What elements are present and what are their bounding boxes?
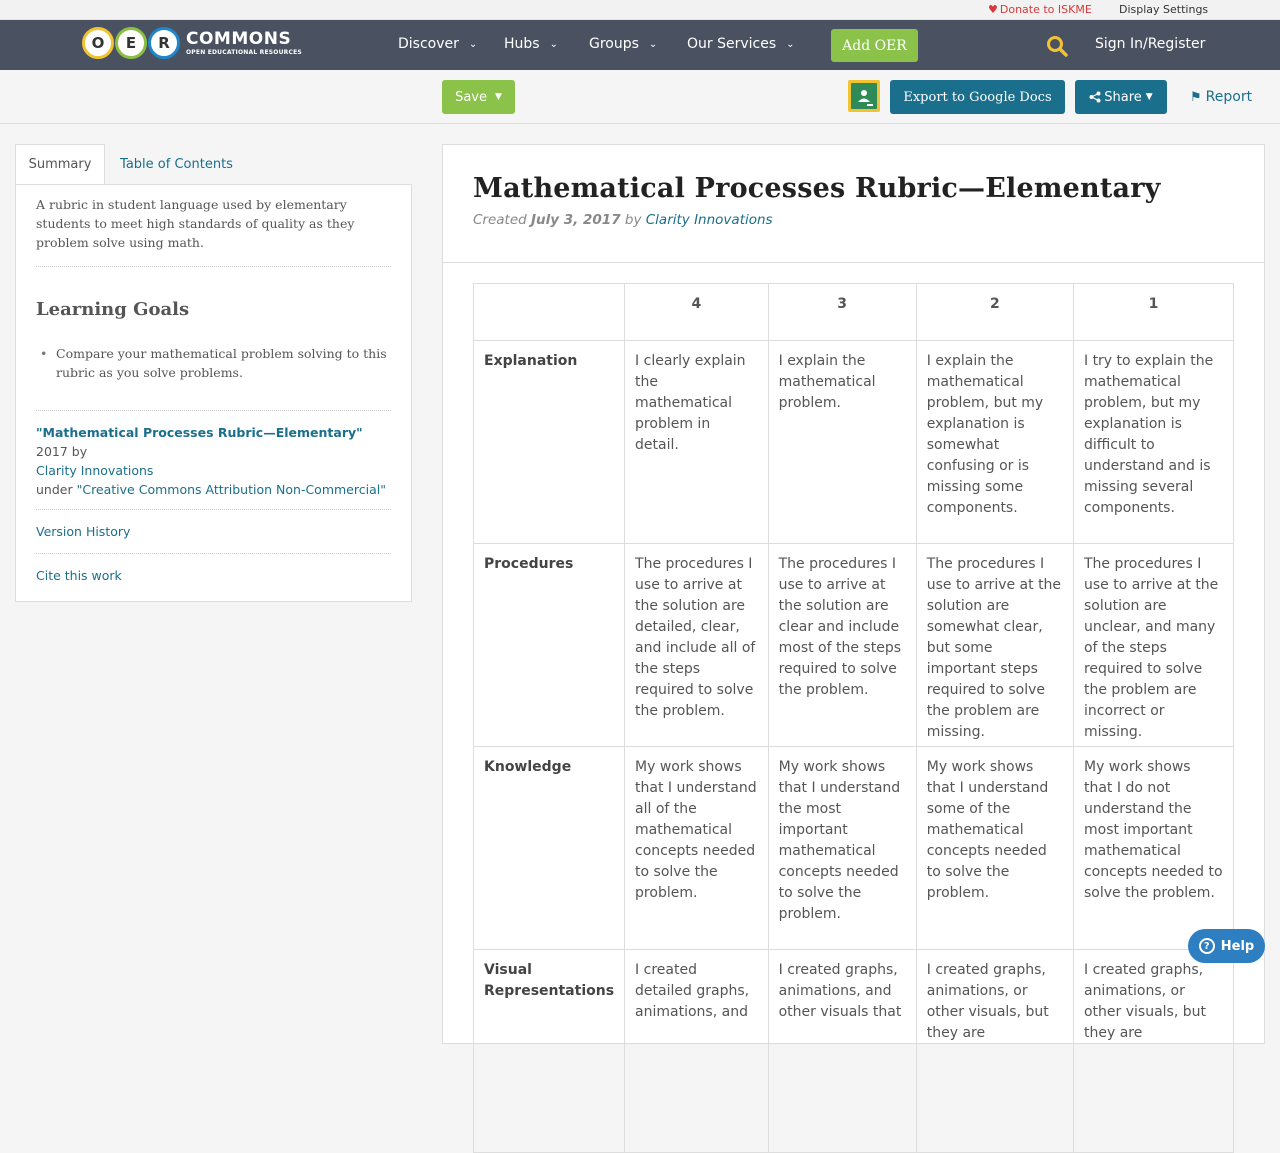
rubric-cell: My work shows that I understand the most important mathematical concepts needed to solve the problem. [768, 747, 916, 950]
rubric-criterion: Visual Representations [474, 950, 625, 1153]
rubric-header-cell: 2 [916, 284, 1073, 341]
table-row [474, 341, 1234, 544]
export-to-google-docs-button[interactable]: Export to Google Docs [890, 80, 1065, 114]
main-navigation [0, 20, 1280, 70]
logo-letter-e: E [115, 27, 147, 59]
rubric-cell: I created graphs, animations, and other visuals that [768, 950, 916, 1153]
learning-goals-list [36, 344, 391, 411]
heart-icon: ♥ [988, 3, 998, 16]
learning-goal-item: • Compare your mathematical problem solving to this rubric as you solve problems. [56, 344, 391, 382]
cite-this-work-link[interactable]: Cite this work [36, 568, 122, 583]
rubric-cell: The procedures I use to arrive at the solution are somewhat clear, but some important steps required to solve the problem are missing. [916, 544, 1073, 747]
tab-table-of-contents[interactable]: Table of Contents [120, 156, 233, 172]
attribution-title-link[interactable]: "Mathematical Processes Rubric—Elementary" [36, 425, 363, 440]
summary-panel [15, 184, 412, 602]
rubric-cell: The procedures I use to arrive at the solution are unclear, and many of the steps required to solve the problem are incorrect or missing. [1073, 544, 1233, 747]
nav-hubs-label: Hubs [504, 36, 540, 52]
save-label: Save [455, 89, 487, 105]
google-classroom-button[interactable] [848, 80, 880, 112]
rubric-header-row [474, 284, 1234, 341]
caret-down-icon: ▼ [495, 92, 502, 102]
version-history-link[interactable]: Version History [36, 510, 391, 554]
nav-discover[interactable] [398, 36, 477, 52]
author-link[interactable]: Clarity Innovations [645, 212, 773, 228]
rubric-cell: I explain the mathematical problem. [768, 341, 916, 544]
rubric-cell: My work shows that I do not understand the most important mathematical concepts needed to solve the problem. [1073, 747, 1233, 950]
rubric-cell: I try to explain the mathematical problem, but my explanation is difficult to understand and is missing several components. [1073, 341, 1233, 544]
donate-label: Donate to ISKME [999, 3, 1092, 16]
rubric-cell: I created detailed graphs, animations, and [625, 950, 769, 1153]
rubric-header-cell [474, 284, 625, 341]
chevron-down-icon: ⌄ [786, 39, 795, 50]
table-row [474, 747, 1234, 950]
nav-our-services-label: Our Services [687, 36, 777, 52]
rubric-cell: I created graphs, animations, or other visuals, but they are [1073, 950, 1233, 1153]
logo-letter-o: O [82, 27, 114, 59]
page-title: Mathematical Processes Rubric—Elementary [473, 173, 1161, 204]
rubric-table [473, 283, 1234, 1153]
search-icon[interactable] [1046, 35, 1068, 57]
donate-link[interactable] [988, 3, 1092, 16]
nav-discover-label: Discover [398, 36, 459, 52]
logo-tagline: OPEN EDUCATIONAL RESOURCES [186, 48, 302, 56]
flag-icon: ⚑ [1190, 90, 1202, 105]
resource-meta [473, 212, 1234, 228]
share-button[interactable] [1075, 80, 1167, 114]
share-label: Share [1104, 89, 1142, 105]
report-link[interactable] [1190, 89, 1252, 105]
resource-action-bar [0, 70, 1280, 124]
attribution-year: 2017 by [36, 444, 88, 459]
rubric-cell: My work shows that I understand some of the mathematical concepts needed to solve the problem. [916, 747, 1073, 950]
logo-letter-r: R [148, 27, 180, 59]
attribution-under: under [36, 482, 77, 497]
license-link[interactable]: "Creative Commons Attribution Non-Commercial" [76, 482, 386, 497]
resource-sidebar [15, 144, 412, 602]
help-button[interactable] [1188, 929, 1265, 963]
caret-down-icon: ▼ [1145, 92, 1153, 102]
google-classroom-icon [851, 83, 877, 109]
nav-groups[interactable] [589, 36, 657, 52]
rubric-criterion: Knowledge [474, 747, 625, 950]
rubric-cell: I explain the mathematical problem, but my explanation is somewhat confusing or is missing some components. [916, 341, 1073, 544]
resource-content [442, 144, 1265, 1044]
attribution-block [36, 411, 391, 510]
nav-our-services[interactable] [687, 36, 795, 52]
help-label: Help [1220, 938, 1255, 954]
display-settings-link[interactable]: Display Settings [1119, 3, 1209, 16]
resource-summary: A rubric in student language used by elementary students to meet high standards of quality as they problem solve using math. [36, 195, 391, 267]
utility-bar [0, 0, 1280, 20]
rubric-cell: My work shows that I understand all of the mathematical concepts needed to solve the problem. [625, 747, 769, 950]
nav-groups-label: Groups [589, 36, 639, 52]
save-button[interactable] [442, 80, 515, 114]
table-row [474, 544, 1234, 747]
rubric-cell: I created graphs, animations, or other visuals, but they are [916, 950, 1073, 1153]
created-label: Created [473, 212, 527, 228]
rubric-header-cell: 4 [625, 284, 769, 341]
rubric-cell: The procedures I use to arrive at the solution are detailed, clear, and include all of the steps required to solve the problem. [625, 544, 769, 747]
add-oer-button[interactable]: Add OER [831, 29, 918, 62]
chevron-down-icon: ⌄ [549, 39, 558, 50]
rubric-header-cell: 3 [768, 284, 916, 341]
nav-hubs[interactable] [504, 36, 558, 52]
rubric-header-cell: 1 [1073, 284, 1233, 341]
report-label: Report [1205, 89, 1253, 105]
rubric-criterion: Procedures [474, 544, 625, 747]
chevron-down-icon: ⌄ [648, 39, 658, 50]
logo-wordmark [186, 28, 302, 56]
logo-name: COMMONS [186, 28, 292, 49]
attribution-author-link[interactable]: Clarity Innovations [36, 463, 154, 478]
learning-goals-heading: Learning Goals [36, 299, 190, 320]
rubric-cell: The procedures I use to arrive at the solution are clear and include most of the steps required to solve the problem. [768, 544, 916, 747]
by-label: by [624, 212, 642, 228]
sign-in-register-link[interactable]: Sign In/Register [1095, 36, 1206, 52]
share-icon [1089, 91, 1101, 103]
chevron-down-icon: ⌄ [468, 39, 478, 50]
sidebar-tabs [15, 144, 412, 184]
table-row [474, 950, 1234, 1153]
help-icon: ? [1199, 938, 1215, 954]
tab-summary[interactable]: Summary [15, 144, 105, 184]
oer-commons-logo[interactable] [82, 26, 302, 60]
rubric-criterion: Explanation [474, 341, 625, 544]
resource-header [443, 145, 1264, 263]
created-date: July 3, 2017 [531, 212, 621, 228]
rubric-cell: I clearly explain the mathematical problem in detail. [625, 341, 769, 544]
